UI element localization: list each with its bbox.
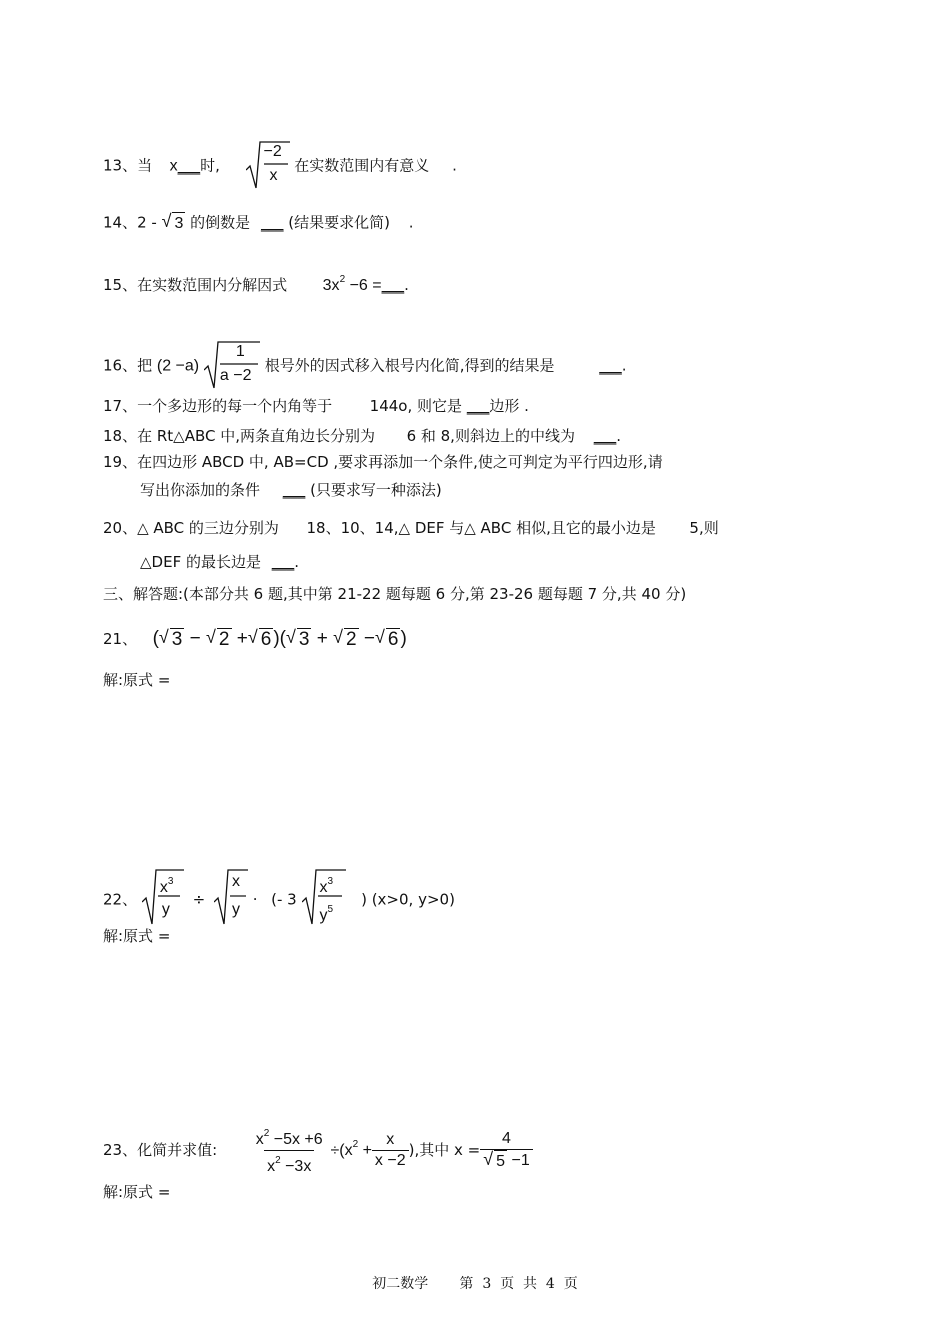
q22-sqrt-1: $x^3$ y	[142, 866, 184, 926]
question-14	[103, 212, 414, 234]
q18-blank: ___	[593, 427, 617, 445]
q16-dot: .	[621, 356, 627, 375]
q14-note: (结果要求化简)	[288, 213, 390, 232]
q19-line1: 19、在四边形 ABCD 中, AB=CD ,要求再添加一个条件,使之可判定为平行四边形,请	[103, 453, 663, 471]
q22-lp: (- 3	[271, 890, 297, 909]
q15-dot: .	[404, 276, 409, 294]
question-17	[103, 396, 529, 416]
q13-frac-den: x	[269, 167, 278, 184]
q16-blank: ___	[599, 356, 622, 375]
q23-op: $\div(x^2$ +	[330, 1139, 372, 1159]
q16-frac-den: a −2	[219, 367, 252, 384]
q14-sqrt: √ 3	[161, 211, 184, 232]
q22-dot: ·	[252, 890, 258, 909]
question-15	[103, 270, 409, 296]
q22-sqrt-2: x y	[214, 866, 248, 926]
page-footer	[0, 1273, 950, 1293]
question-22	[103, 870, 455, 930]
q17-text: 17、一个多边形的每一个内角等于	[103, 397, 333, 415]
q22-div: ÷	[192, 890, 206, 909]
q13-shi: 时,	[200, 156, 220, 175]
q20-line2a: △DEF 的最长边是	[140, 553, 261, 571]
q13-sqrt	[246, 138, 290, 190]
q23-frac-2: $\frac{x}{x -2}$	[372, 1130, 409, 1171]
question-20-line1	[103, 518, 719, 538]
q15-text: 15、在实数范围内分解因式	[103, 276, 288, 294]
q16-tail: 根号外的因式移入根号内化简,得到的结果是	[264, 356, 555, 375]
question-20-line2	[140, 552, 299, 572]
q15-blank: ___	[381, 276, 405, 294]
q22-cond: (x>0, y>0)	[371, 890, 455, 909]
q16-frac-num: 1	[235, 343, 245, 360]
q23-frac-3: 4 √ 5 −1	[480, 1129, 533, 1172]
q13-var: x	[169, 157, 178, 175]
q14-number: 14、2 -	[103, 213, 157, 232]
q13-tail: 在实数范围内有意义	[294, 156, 430, 175]
sol21-text: 解:原式 =	[103, 671, 171, 689]
q13-blank: ___	[177, 156, 201, 175]
question-19-line2	[140, 480, 442, 500]
question-19-line1	[103, 452, 663, 472]
sol22-text: 解:原式 =	[103, 927, 171, 945]
q18-text: 18、在 Rt△ABC 中,两条直角边长分别为	[103, 427, 375, 445]
q20-line1a: 20、△ ABC 的三边分别为	[103, 519, 279, 537]
q23-rp: ),其中 x =	[408, 1141, 481, 1159]
question-21	[103, 628, 407, 650]
footer-text: 初二数学 第 3 页 共 4 页	[372, 1276, 578, 1292]
section-3-heading	[103, 584, 686, 604]
q14-dot: .	[408, 213, 414, 232]
q16-factor: (2 −a)	[156, 357, 200, 375]
q20-line1b: 18、10、14,△ DEF 与△ ABC 相似,且它的最小边是	[306, 519, 656, 537]
q22-sqrt-3: $x^3$ $y^5$	[302, 866, 346, 926]
q14-blank: ___	[260, 213, 284, 232]
question-18	[103, 426, 621, 446]
q22-rp: )	[361, 890, 367, 909]
solution-23	[103, 1182, 170, 1202]
question-13	[103, 140, 457, 192]
q21-expr: ( √ 3 − √ 2 + √ 6 )( √ 3 + √ 2 − √ 6 )	[152, 627, 407, 650]
q13-number: 13、当	[103, 156, 153, 175]
q17-tail: 则它是	[417, 397, 463, 415]
q13-dot: .	[452, 156, 457, 175]
q20-dot: .	[294, 553, 300, 571]
q19-line2a: 写出你添加的条件	[140, 481, 261, 499]
q19-blank: ___	[282, 481, 306, 499]
q19-line2b: (只要求写一种添法)	[310, 481, 442, 499]
sol23-text: 解:原式 =	[103, 1183, 171, 1201]
q17-angle: 144o,	[369, 397, 413, 415]
solution-22	[103, 926, 170, 946]
q13-frac-num: −2	[263, 143, 282, 160]
q16-number: 16、把	[103, 356, 153, 375]
q23-number: 23、化简并求值:	[103, 1141, 218, 1159]
question-23	[103, 1124, 533, 1177]
q17-blank: ___	[466, 397, 490, 415]
q15-expr: $3x^2 -6$ =	[322, 274, 382, 294]
q22-number: 22、	[103, 890, 138, 909]
q16-sqrt	[204, 338, 260, 390]
q20-line1c: 5,则	[689, 519, 719, 537]
q14-tail: 的倒数是	[190, 213, 251, 232]
solution-21	[103, 670, 170, 690]
q17-tail2: 边形 .	[489, 397, 529, 415]
q18-val: 6 和 8,则斜边上的中线为	[406, 427, 575, 445]
section-3-text: 三、解答题:(本部分共 6 题,其中第 21-22 题每题 6 分,第 23-26 题每题 7 分,共 40 分)	[103, 585, 687, 603]
q23-frac-1: $\frac{x^2 -5x +6}{x^2 -3x}$	[255, 1128, 323, 1175]
question-16	[103, 340, 627, 392]
q20-blank: ___	[271, 553, 295, 571]
q21-number: 21、	[103, 630, 138, 649]
q18-dot: .	[616, 427, 622, 445]
